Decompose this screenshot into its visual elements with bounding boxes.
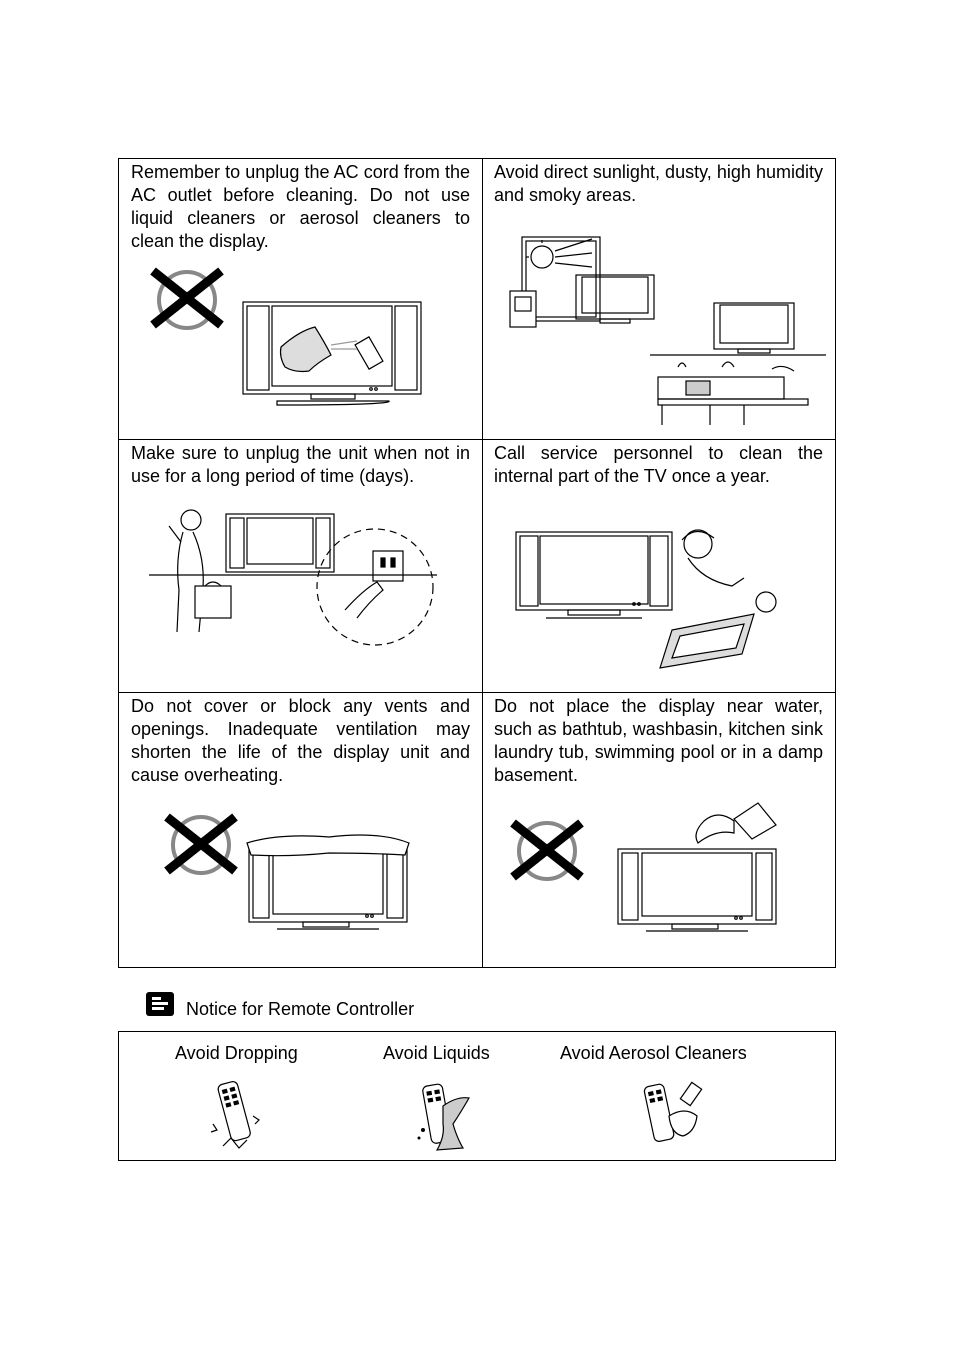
heater-icon — [510, 291, 536, 327]
prohibited-icon — [153, 271, 221, 328]
cell-ventilation-text: Do not cover or block any vents and openings. Inadequate ventilation may shorten the life of the display unit and cause overheating. — [131, 696, 470, 785]
remote-notice-icon — [145, 991, 175, 1017]
tv-on-counter-icon — [714, 303, 794, 353]
no-cleaning-illustration — [119, 159, 482, 439]
remote-notice-box — [118, 1031, 836, 1161]
ventilation-illustration — [119, 693, 482, 967]
cell-service-text: Call service personnel to clean the internal part of the TV once a year. — [494, 443, 823, 486]
cell-unplug — [119, 440, 482, 692]
person-with-suitcase-icon — [169, 510, 231, 632]
unplug-illustration — [119, 440, 482, 692]
cell-environment-text: Avoid direct sunlight, dusty, high humidity and smoky areas. — [494, 162, 823, 205]
avoid-aerosol-label: Avoid Aerosol Cleaners — [560, 1043, 747, 1063]
covered-tv-icon — [247, 835, 409, 929]
cell-service — [482, 440, 835, 692]
remote-dropping-icon — [207, 1076, 263, 1152]
cell-water — [482, 693, 835, 967]
pouring-cup-icon — [696, 803, 776, 843]
remote-aerosol-icon — [639, 1076, 709, 1148]
avoid-dropping-label: Avoid Dropping — [175, 1043, 298, 1063]
cell-environment — [482, 159, 835, 439]
environment-illustration — [482, 159, 835, 439]
prohibited-icon — [167, 817, 235, 873]
cell-ventilation — [119, 693, 482, 967]
avoid-liquids-label: Avoid Liquids — [383, 1043, 490, 1063]
open-panel-icon — [660, 614, 754, 668]
stove-icon — [650, 355, 826, 425]
tv-display-icon — [576, 275, 654, 323]
tv-display-icon — [226, 514, 334, 572]
water-illustration — [482, 693, 835, 967]
tv-display-icon — [618, 849, 776, 931]
safety-grid — [118, 158, 836, 968]
notice-title: Notice for Remote Controller — [186, 999, 415, 1019]
cell-unplug-text: Make sure to unplug the unit when not in use for a long period of time (days). — [131, 443, 470, 486]
remote-liquid-icon — [413, 1076, 473, 1156]
service-illustration — [482, 440, 835, 692]
cell-cleaning-text: Remember to unplug the AC cord from the AC outlet before cleaning. Do not use liquid cleaners or aerosol cleaners to clean the display. — [131, 162, 470, 251]
prohibited-icon — [513, 823, 581, 879]
tv-display-icon — [516, 532, 672, 618]
tv-display-icon — [243, 302, 421, 405]
technician-icon — [682, 530, 776, 612]
cell-water-text: Do not place the display near water, such as bathtub, washbasin, kitchen sink laundry tub, swimming pool or in a damp basement. — [494, 696, 823, 785]
cell-cleaning — [119, 159, 482, 439]
aerosol-can-icon — [331, 337, 383, 369]
cloth-icon — [281, 327, 332, 372]
